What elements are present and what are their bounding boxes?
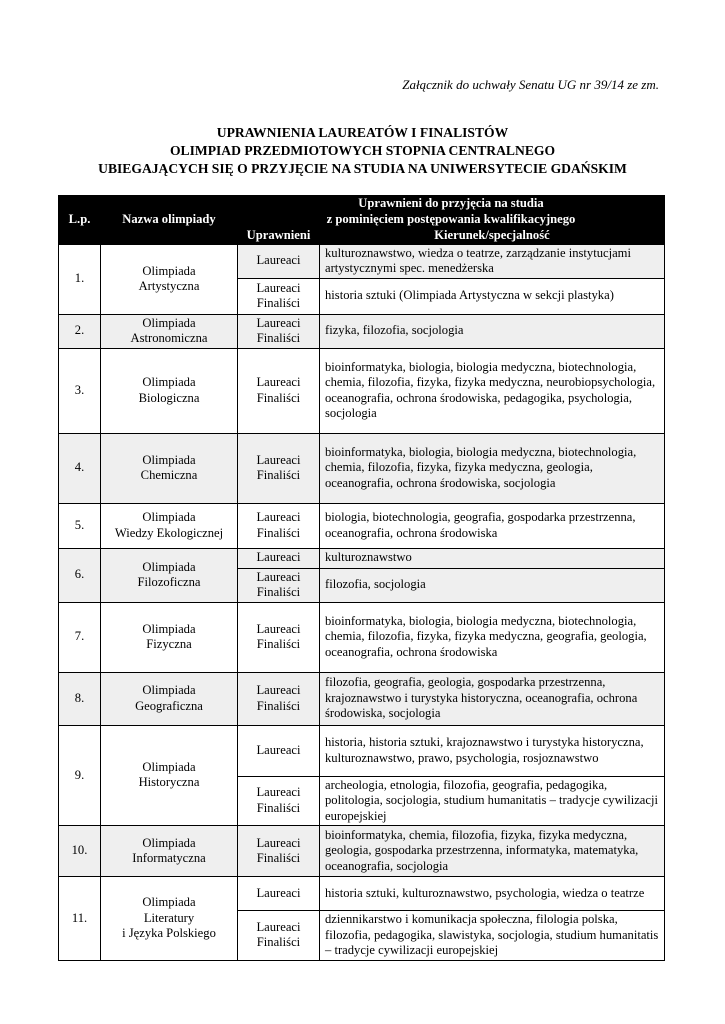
permitted-line: Laureaci — [256, 280, 301, 295]
fields-cell: biologia, biotechnologia, geografia, gospodarka przestrzenna, oceanografia, ochrona środowiska — [320, 503, 665, 548]
permitted-cell — [238, 776, 320, 826]
row-lp: 3. — [59, 348, 101, 433]
fields-cell: dziennikarstwo i komunikacja społeczna, filologia polska, filozofia, pedagogika, slawistyka, socjologia, studium humanitatis – tradycje cywilizacji europejskiej — [320, 911, 665, 961]
olympiad-name — [101, 433, 238, 503]
table-row — [59, 826, 665, 877]
permitted-line: Laureaci — [256, 785, 301, 800]
permitted-line: Finaliści — [256, 585, 301, 599]
olympiad-name-line: Fizyczna — [146, 637, 192, 651]
row-lp: 1. — [59, 244, 101, 314]
permitted-cell — [238, 826, 320, 877]
olympiad-name-line: Literatury — [143, 910, 195, 925]
row-lp: 5. — [59, 503, 101, 548]
fields-cell: bioinformatyka, biologia, biologia medyczna, biotechnologia, chemia, filozofia, fizyka, fizyka medyczna, neurobiopsychologia, oceanografia, ochrona środowiska, pedagogika, psychologia, socjologia — [320, 348, 665, 433]
permitted-line: Finaliści — [256, 390, 301, 405]
permitted-line: Laureaci — [256, 835, 301, 850]
permitted-cell — [238, 278, 320, 314]
fields-cell: bioinformatyka, biologia, biologia medyczna, biotechnologia, chemia, filozofia, fizyka, fizyka medyczna, geografia, geologia, oceanografia, ochrona środowiska — [320, 602, 665, 672]
header-name: Nazwa olimpiady — [101, 196, 238, 245]
olympiad-name-line: Astronomiczna — [130, 331, 208, 345]
olympiad-name-line: Olimpiada — [142, 375, 196, 389]
olympiad-name — [101, 548, 238, 602]
permitted-line: Finaliści — [256, 296, 301, 310]
permitted-line: Finaliści — [256, 800, 301, 815]
table-row — [59, 548, 665, 568]
permitted-line: Laureaci — [256, 919, 301, 934]
olympiad-name-line: Olimpiada — [142, 263, 196, 278]
table-row — [59, 348, 665, 433]
table-row — [59, 877, 665, 911]
fields-cell: historia sztuki (Olimpiada Artystyczna w sekcji plastyka) — [320, 278, 665, 314]
permitted-line: Finaliści — [256, 468, 301, 482]
header-lp: L.p. — [59, 196, 101, 245]
permitted-line: Laureaci — [256, 452, 301, 467]
permitted-line: Finaliści — [256, 525, 301, 540]
fields-cell: historia, historia sztuki, krajoznawstwo i turystyka historyczna, kulturoznawstwo, prawo, psychologia, rosjoznawstwo — [320, 725, 665, 776]
olympiad-name-line: Geograficzna — [135, 698, 203, 713]
olympiad-name-line: Biologiczna — [138, 390, 200, 405]
title-line-3: UBIEGAJĄCYCH SIĘ O PRZYJĘCIE NA STUDIA NA UNIWERSYTECIE GDAŃSKIM — [98, 161, 627, 176]
permitted-line: Finaliści — [256, 698, 301, 713]
header-group — [238, 196, 665, 228]
title-line-1: UPRAWNIENIA LAUREATÓW I FINALISTÓW — [216, 125, 509, 140]
table-row — [59, 602, 665, 672]
fields-cell: filozofia, socjologia — [320, 568, 665, 602]
permitted-line: Laureaci — [256, 253, 301, 268]
entitlements-table — [58, 195, 665, 961]
permitted-cell — [238, 433, 320, 503]
fields-cell: bioinformatyka, biologia, biologia medyczna, biotechnologia, chemia, filozofia, fizyka, fizyka medyczna, geologia, oceanografia, ochrona środowiska, socjologia — [320, 433, 665, 503]
row-lp: 9. — [59, 725, 101, 826]
table-row — [59, 433, 665, 503]
olympiad-name — [101, 826, 238, 877]
permitted-cell — [238, 314, 320, 348]
header-group-line-1: Uprawnieni do przyjęcia na studia — [358, 196, 544, 210]
olympiad-name-line: Chemiczna — [140, 468, 198, 482]
permitted-cell — [238, 244, 320, 278]
olympiad-name-line: Artystyczna — [138, 279, 200, 293]
row-lp: 8. — [59, 672, 101, 725]
row-lp: 2. — [59, 314, 101, 348]
olympiad-name — [101, 725, 238, 826]
title-line-2: OLIMPIAD PRZEDMIOTOWYCH STOPNIA CENTRALNEGO — [169, 143, 556, 158]
row-lp: 4. — [59, 433, 101, 503]
table-row — [59, 503, 665, 548]
olympiad-name-line: Olimpiada — [142, 559, 196, 574]
annex-note: Załącznik do uchwały Senatu UG nr 39/14 ze zm. — [402, 77, 659, 92]
row-lp: 6. — [59, 548, 101, 602]
document-title — [0, 124, 725, 178]
permitted-cell — [238, 503, 320, 548]
permitted-line: Finaliści — [256, 331, 301, 345]
olympiad-name-line: Olimpiada — [142, 759, 196, 774]
permitted-line: Laureaci — [256, 683, 301, 697]
olympiad-name-line: Filozoficzna — [137, 575, 201, 589]
permitted-line: Laureaci — [256, 569, 301, 584]
olympiad-name-line: Olimpiada — [142, 315, 196, 330]
permitted-line: Laureaci — [256, 621, 301, 636]
row-lp: 7. — [59, 602, 101, 672]
permitted-line: Laureaci — [256, 315, 301, 330]
permitted-line: Laureaci — [256, 742, 301, 757]
olympiad-name-line: Olimpiada — [142, 621, 196, 636]
fields-cell: filozofia, geografia, geologia, gospodarka przestrzenna, krajoznawstwo i turystyka historyczna, oceanografia, ochrona środowiska, socjologia — [320, 672, 665, 725]
permitted-cell — [238, 348, 320, 433]
olympiad-name-line: Olimpiada — [142, 683, 196, 697]
olympiad-name — [101, 602, 238, 672]
permitted-cell — [238, 911, 320, 961]
olympiad-name-line: Olimpiada — [142, 510, 196, 524]
permitted-cell — [238, 672, 320, 725]
header-group-line-2: z pominięciem postępowania kwalifikacyjnego — [326, 211, 576, 226]
row-lp: 11. — [59, 877, 101, 961]
permitted-cell — [238, 725, 320, 776]
table-row — [59, 244, 665, 278]
header-permitted: Uprawnieni — [238, 228, 320, 245]
olympiad-name-line: Informatyczna — [132, 851, 206, 865]
olympiad-name — [101, 877, 238, 961]
olympiad-name — [101, 672, 238, 725]
olympiad-name-line: Olimpiada — [142, 895, 196, 909]
permitted-line: Laureaci — [256, 375, 301, 389]
olympiad-name-line: Olimpiada — [142, 835, 196, 850]
olympiad-name — [101, 244, 238, 314]
table-row — [59, 314, 665, 348]
fields-cell: archeologia, etnologia, filozofia, geografia, pedagogika, politologia, socjologia, studium humanitatis – tradycje cywilizacji europejskiej — [320, 776, 665, 826]
permitted-line: Laureaci — [256, 885, 301, 900]
permitted-cell — [238, 568, 320, 602]
table-row — [59, 725, 665, 776]
permitted-cell — [238, 548, 320, 568]
fields-cell: kulturoznawstwo — [320, 548, 665, 568]
fields-cell: historia sztuki, kulturoznawstwo, psychologia, wiedza o teatrze — [320, 877, 665, 911]
olympiad-name — [101, 314, 238, 348]
permitted-line: Finaliści — [256, 637, 301, 651]
fields-cell: fizyka, filozofia, socjologia — [320, 314, 665, 348]
permitted-cell — [238, 877, 320, 911]
permitted-line: Finaliści — [256, 851, 301, 865]
table-row — [59, 672, 665, 725]
olympiad-name-line: Wiedzy Ekologicznej — [114, 525, 224, 540]
permitted-cell — [238, 602, 320, 672]
fields-cell: kulturoznawstwo, wiedza o teatrze, zarządzanie instytucjami artystycznymi spec. menedżerska — [320, 244, 665, 278]
olympiad-name-line: i Języka Polskiego — [122, 926, 216, 940]
permitted-line: Laureaci — [256, 510, 301, 524]
row-lp: 10. — [59, 826, 101, 877]
fields-cell: bioinformatyka, chemia, filozofia, fizyka, fizyka medyczna, geologia, gospodarka przestrzenna, informatyka, matematyka, oceanografia, socjologia — [320, 826, 665, 877]
header-fields: Kierunek/specjalność — [320, 228, 665, 245]
olympiad-name — [101, 503, 238, 548]
olympiad-name-line: Olimpiada — [142, 452, 196, 467]
permitted-line: Finaliści — [256, 935, 301, 950]
permitted-line: Laureaci — [256, 550, 301, 565]
olympiad-name — [101, 348, 238, 433]
olympiad-name-line: Historyczna — [138, 775, 200, 790]
